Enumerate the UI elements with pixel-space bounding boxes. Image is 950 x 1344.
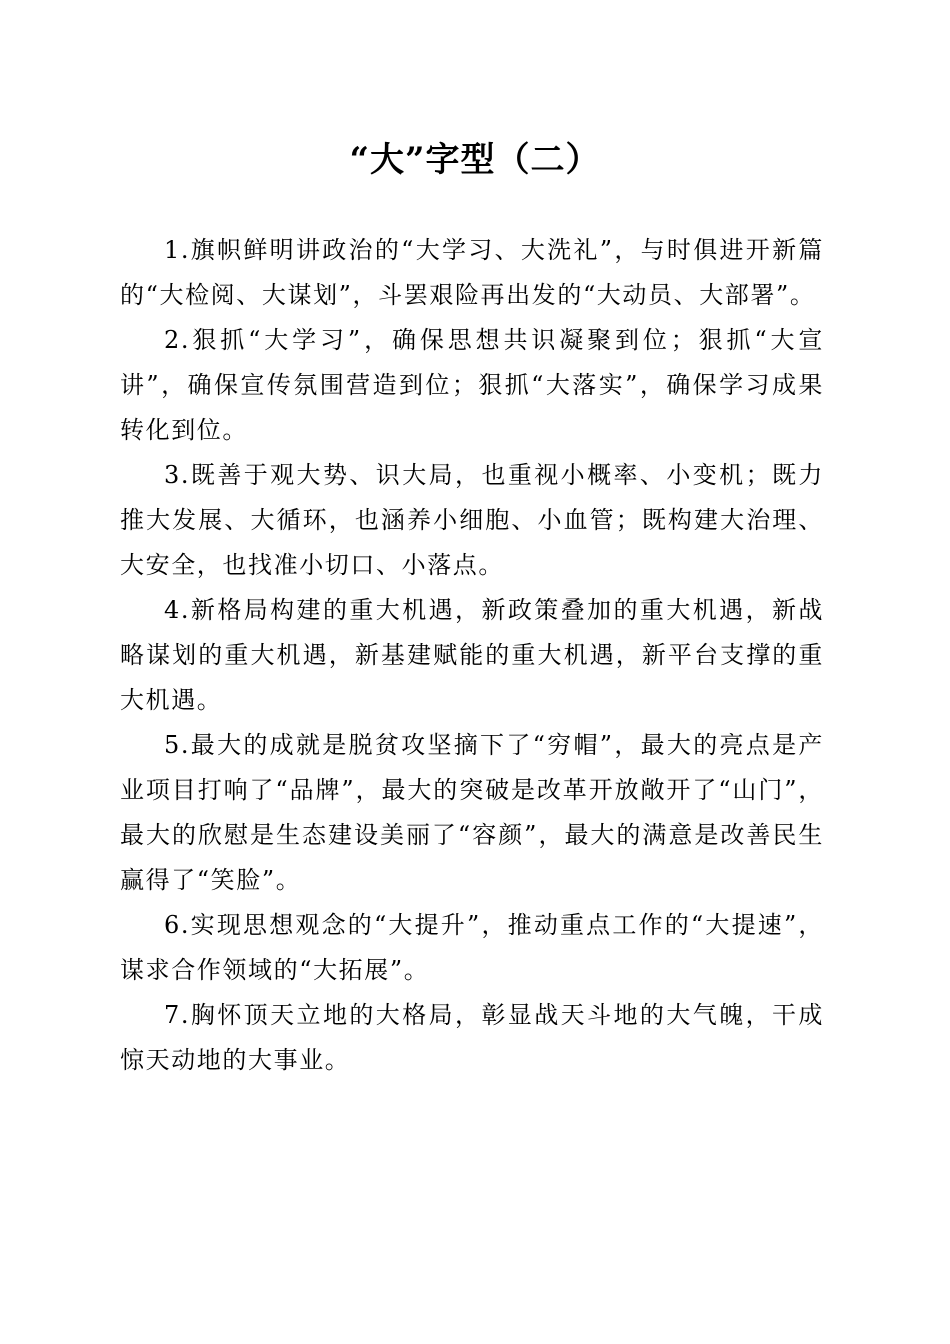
- paragraph-6: 6.实现思想观念的“大提升”，推动重点工作的“大提速”，谋求合作领域的“大拓展”。: [120, 911, 824, 984]
- paragraph-2: 2.狠抓“大学习”，确保思想共识凝聚到位；狠抓“大宣讲”，确保宣传氛围营造到位；狠抓“大落实”，确保学习成果转化到位。: [120, 326, 824, 444]
- paragraph-3: 3.既善于观大势、识大局，也重视小概率、小变机；既力推大发展、大循环，也涵养小细胞、小血管；既构建大治理、大安全，也找准小切口、小落点。: [120, 461, 824, 579]
- document-body: [120, 228, 824, 1083]
- paragraph-4: 4.新格局构建的重大机遇，新政策叠加的重大机遇，新战略谋划的重大机遇，新基建赋能的重大机遇，新平台支撑的重大机遇。: [120, 596, 824, 714]
- paragraph-7: 7.胸怀顶天立地的大格局，彰显战天斗地的大气魄，干成惊天动地的大事业。: [120, 1001, 824, 1074]
- page-title: “大”字型（二）: [349, 140, 601, 180]
- paragraph-1: 1.旗帜鲜明讲政治的“大学习、大洗礼”，与时俱进开新篇的“大检阅、大谋划”，斗罢艰险再出发的“大动员、大部署”。: [120, 236, 824, 309]
- paragraph-5: 5.最大的成就是脱贫攻坚摘下了“穷帽”，最大的亮点是产业项目打响了“品牌”，最大的突破是改革开放敞开了“山门”，最大的欣慰是生态建设美丽了“容颜”，最大的满意是改善民生赢得了“笑脸”。: [120, 731, 824, 894]
